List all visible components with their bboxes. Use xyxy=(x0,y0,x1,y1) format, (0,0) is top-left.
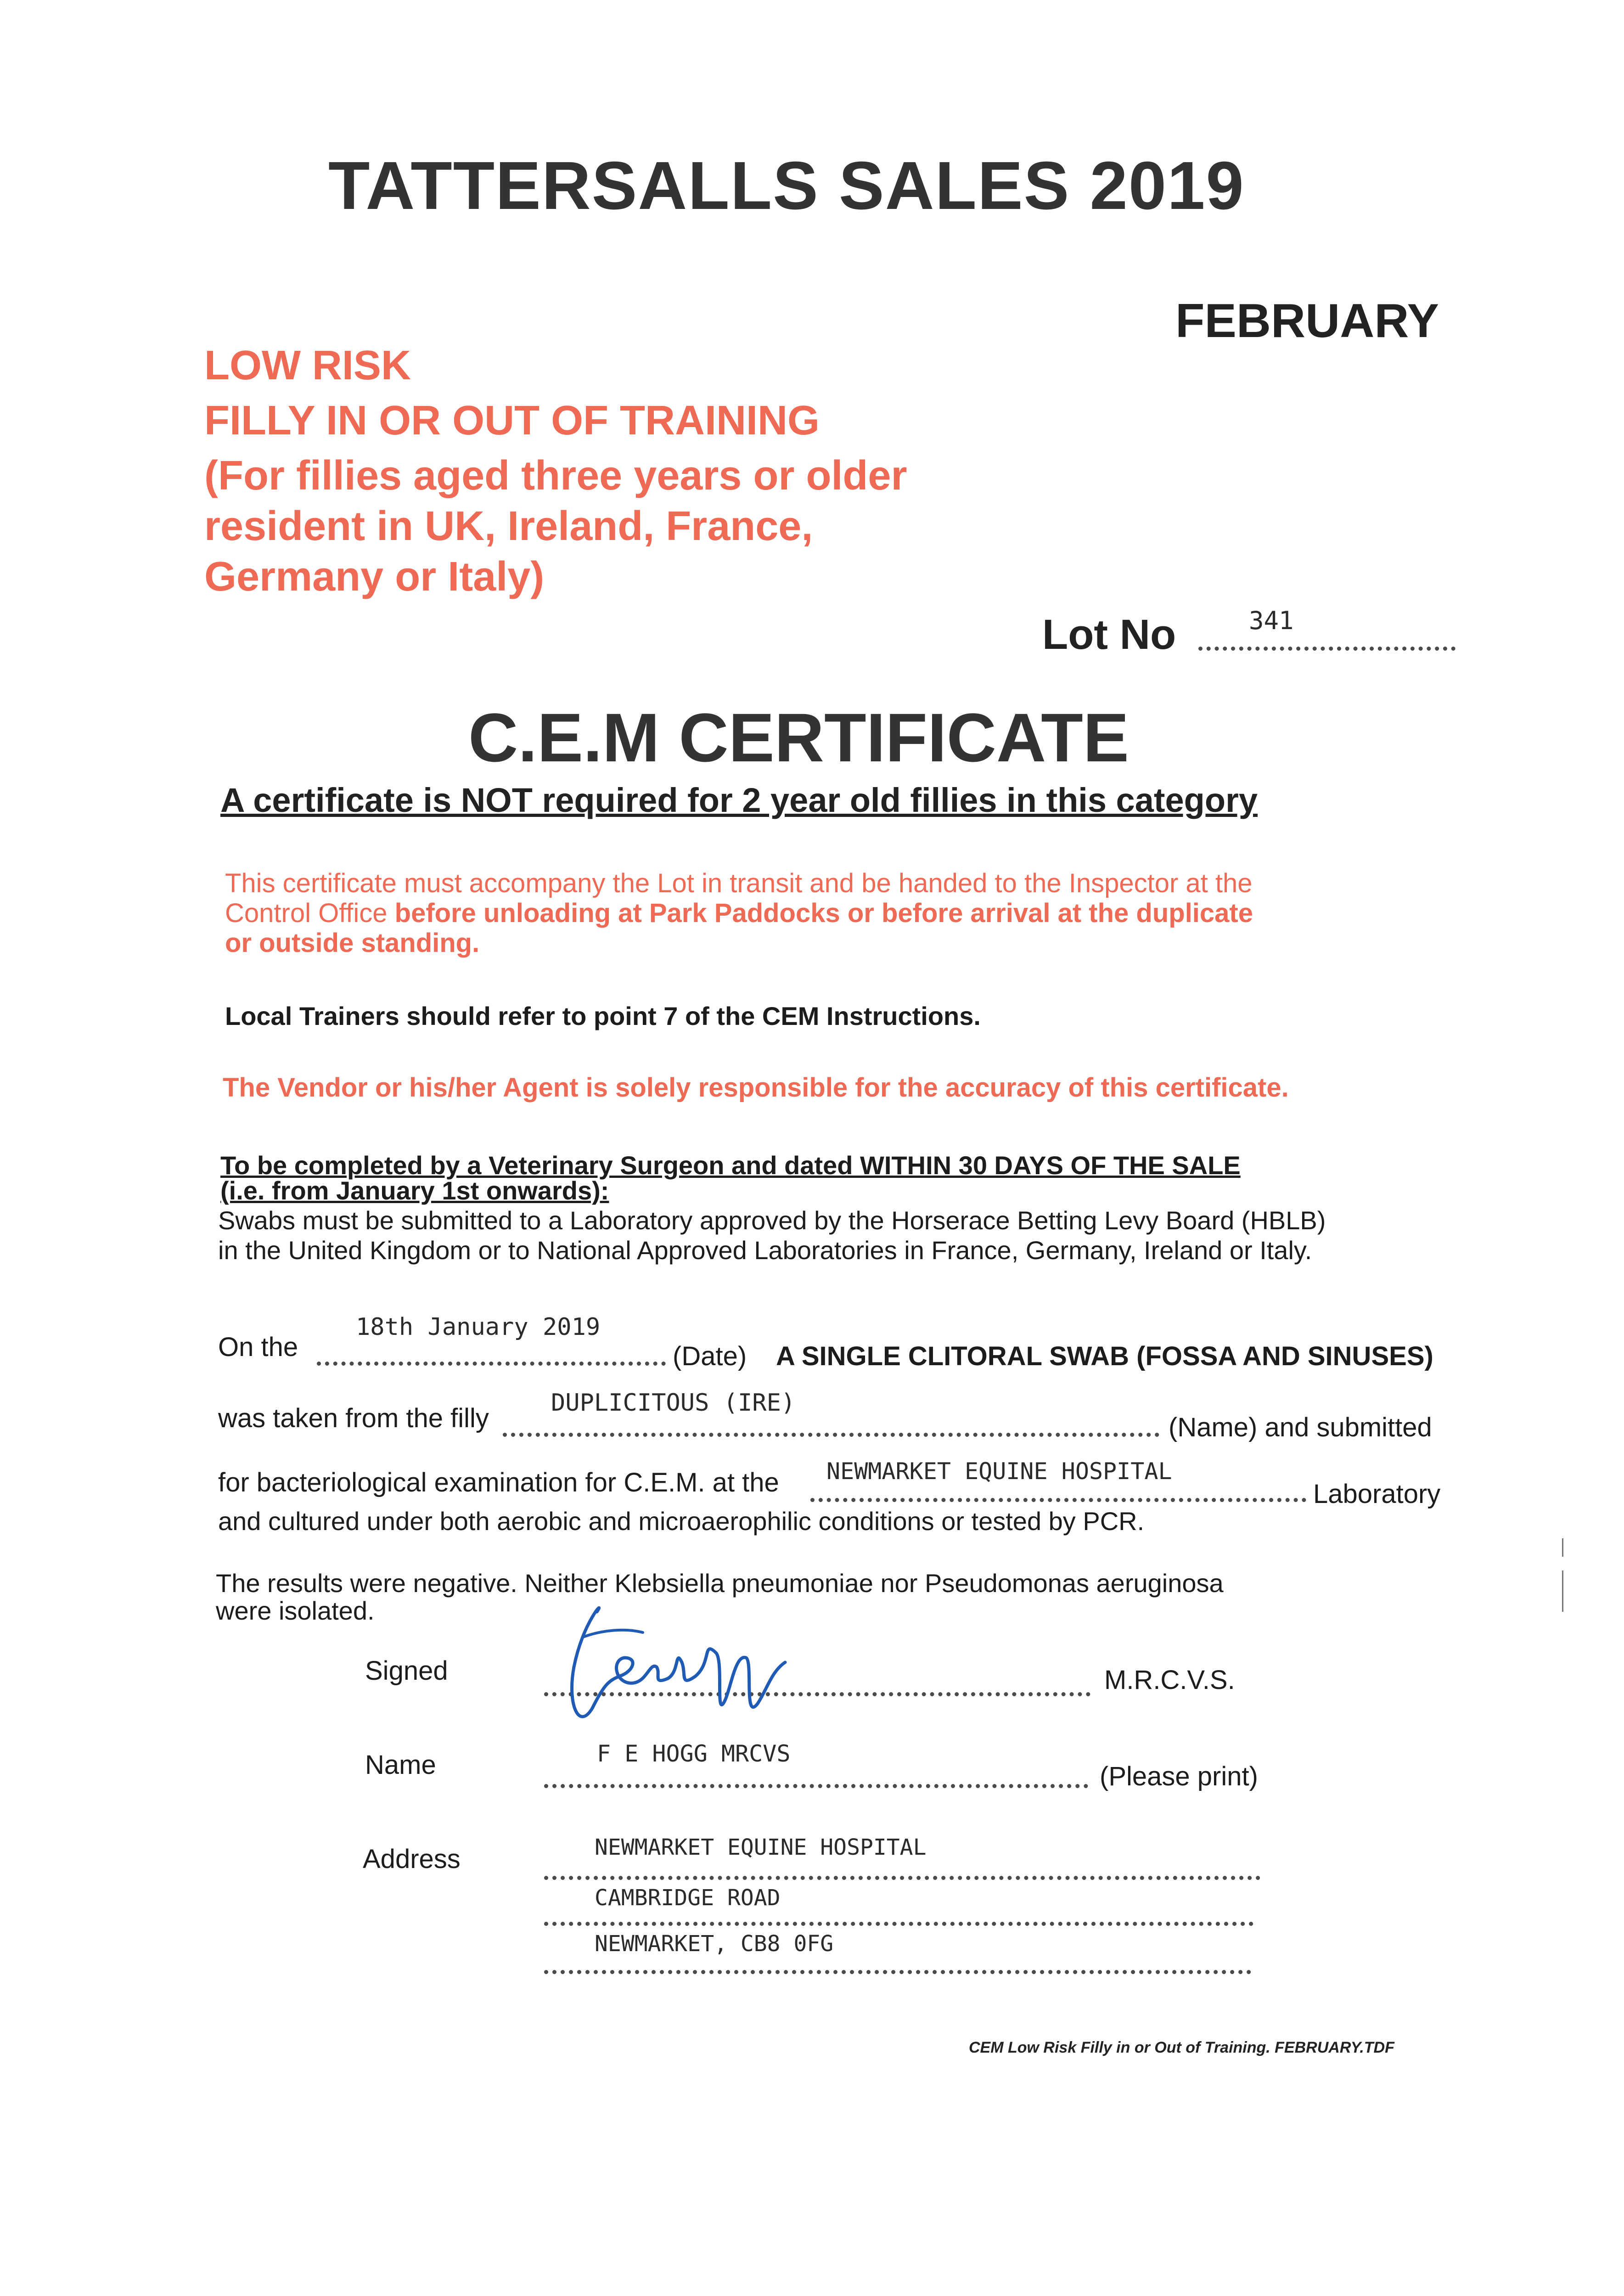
lot-number-label: Lot No xyxy=(1042,611,1176,658)
transit-notice-line2 xyxy=(225,898,1253,929)
name-label: Name xyxy=(365,1750,436,1780)
please-print-label: (Please print) xyxy=(1100,1761,1258,1791)
filly-dotted-line xyxy=(503,1433,1159,1437)
filly-name-value[interactable]: DUPLICITOUS (IRE) xyxy=(551,1389,796,1417)
scan-edge-mark xyxy=(1562,1538,1563,1557)
laboratory-suffix: Laboratory xyxy=(1313,1479,1441,1509)
address-line2-value[interactable]: CAMBRIDGE ROAD xyxy=(595,1885,781,1911)
laboratory-value[interactable]: NEWMARKET EQUINE HOSPITAL xyxy=(826,1458,1172,1485)
swab-laboratory-text-line1: Swabs must be submitted to a Laboratory approved by the Horserace Betting Levy Board (HBLB) xyxy=(218,1206,1326,1235)
name-dotted-line xyxy=(544,1784,1088,1788)
sale-month: FEBRUARY xyxy=(1175,294,1439,348)
swab-description: A SINGLE CLITORAL SWAB (FOSSA AND SINUSES) xyxy=(776,1341,1433,1371)
date-dotted-line xyxy=(317,1362,666,1366)
category-countries: Germany or Italy) xyxy=(204,554,545,600)
filly-name-suffix: (Name) and submitted xyxy=(1169,1412,1432,1442)
category-filly: FILLY IN OR OUT OF TRAINING xyxy=(204,398,820,444)
exam-text: for bacteriological examination for C.E.M. at the xyxy=(218,1468,779,1497)
results-text-line2: were isolated. xyxy=(216,1596,375,1625)
transit-notice-line2-plain: Control Office xyxy=(225,898,395,928)
signed-label: Signed xyxy=(365,1656,448,1686)
address-dotted-line-3 xyxy=(544,1970,1251,1974)
filly-label: was taken from the filly xyxy=(218,1403,489,1433)
swab-laboratory-text-line2: in the United Kingdom or to National Approved Laboratories in France, Germany, Ireland or Italy. xyxy=(218,1236,1312,1265)
transit-notice-line1: This certificate must accompany the Lot in transit and be handed to the Inspector at the xyxy=(225,868,1253,898)
footer-reference: CEM Low Risk Filly in or Out of Training. FEBRUARY.TDF xyxy=(969,2039,1394,2056)
certificate-heading: C.E.M CERTIFICATE xyxy=(468,699,1129,776)
address-dotted-line-2 xyxy=(544,1922,1253,1926)
date-label: On the xyxy=(218,1332,298,1362)
date-value[interactable]: 18th January 2019 xyxy=(356,1313,601,1341)
results-text-line1: The results were negative. Neither Klebsiella pneumoniae nor Pseudomonas aeruginosa xyxy=(216,1569,1224,1598)
address-line3-value[interactable]: NEWMARKET, CB8 0FG xyxy=(595,1931,834,1957)
lab-dotted-line xyxy=(810,1498,1306,1502)
document-title: TATTERSALLS SALES 2019 xyxy=(328,148,1245,224)
vendor-responsibility-notice: The Vendor or his/her Agent is solely responsible for the accuracy of this certificate. xyxy=(223,1073,1289,1103)
date-suffix: (Date) xyxy=(673,1341,747,1371)
trainers-notice: Local Trainers should refer to point 7 of the CEM Instructions. xyxy=(225,1002,981,1030)
category-risk: LOW RISK xyxy=(204,343,411,388)
lot-number-dotted-line xyxy=(1198,647,1455,651)
address-label: Address xyxy=(363,1844,461,1874)
culture-conditions-text: and cultured under both aerobic and microaerophilic conditions or tested by PCR. xyxy=(218,1507,1145,1536)
vet-section-subheading: (i.e. from January 1st onwards): xyxy=(220,1176,609,1205)
lot-number-value[interactable]: 341 xyxy=(1249,606,1294,635)
transit-notice-line2-bold: before unloading at Park Paddocks or before arrival at the duplicate xyxy=(394,898,1253,928)
mrcvs-label: M.R.C.V.S. xyxy=(1104,1665,1235,1695)
address-line1-value[interactable]: NEWMARKET EQUINE HOSPITAL xyxy=(595,1835,927,1860)
vet-name-value[interactable]: F E HOGG MRCVS xyxy=(597,1740,791,1767)
scan-edge-mark xyxy=(1562,1570,1563,1612)
not-required-notice: A certificate is NOT required for 2 year old fillies in this category xyxy=(220,781,1258,819)
address-dotted-line-1 xyxy=(544,1876,1260,1880)
category-age: (For fillies aged three years or older xyxy=(204,453,907,499)
signature-image[interactable] xyxy=(565,1593,804,1731)
transit-notice-line3: or outside standing. xyxy=(225,928,480,958)
vet-section-heading: To be completed by a Veterinary Surgeon and dated WITHIN 30 DAYS OF THE SALE xyxy=(220,1151,1241,1180)
category-residence: resident in UK, Ireland, France, xyxy=(204,503,813,549)
